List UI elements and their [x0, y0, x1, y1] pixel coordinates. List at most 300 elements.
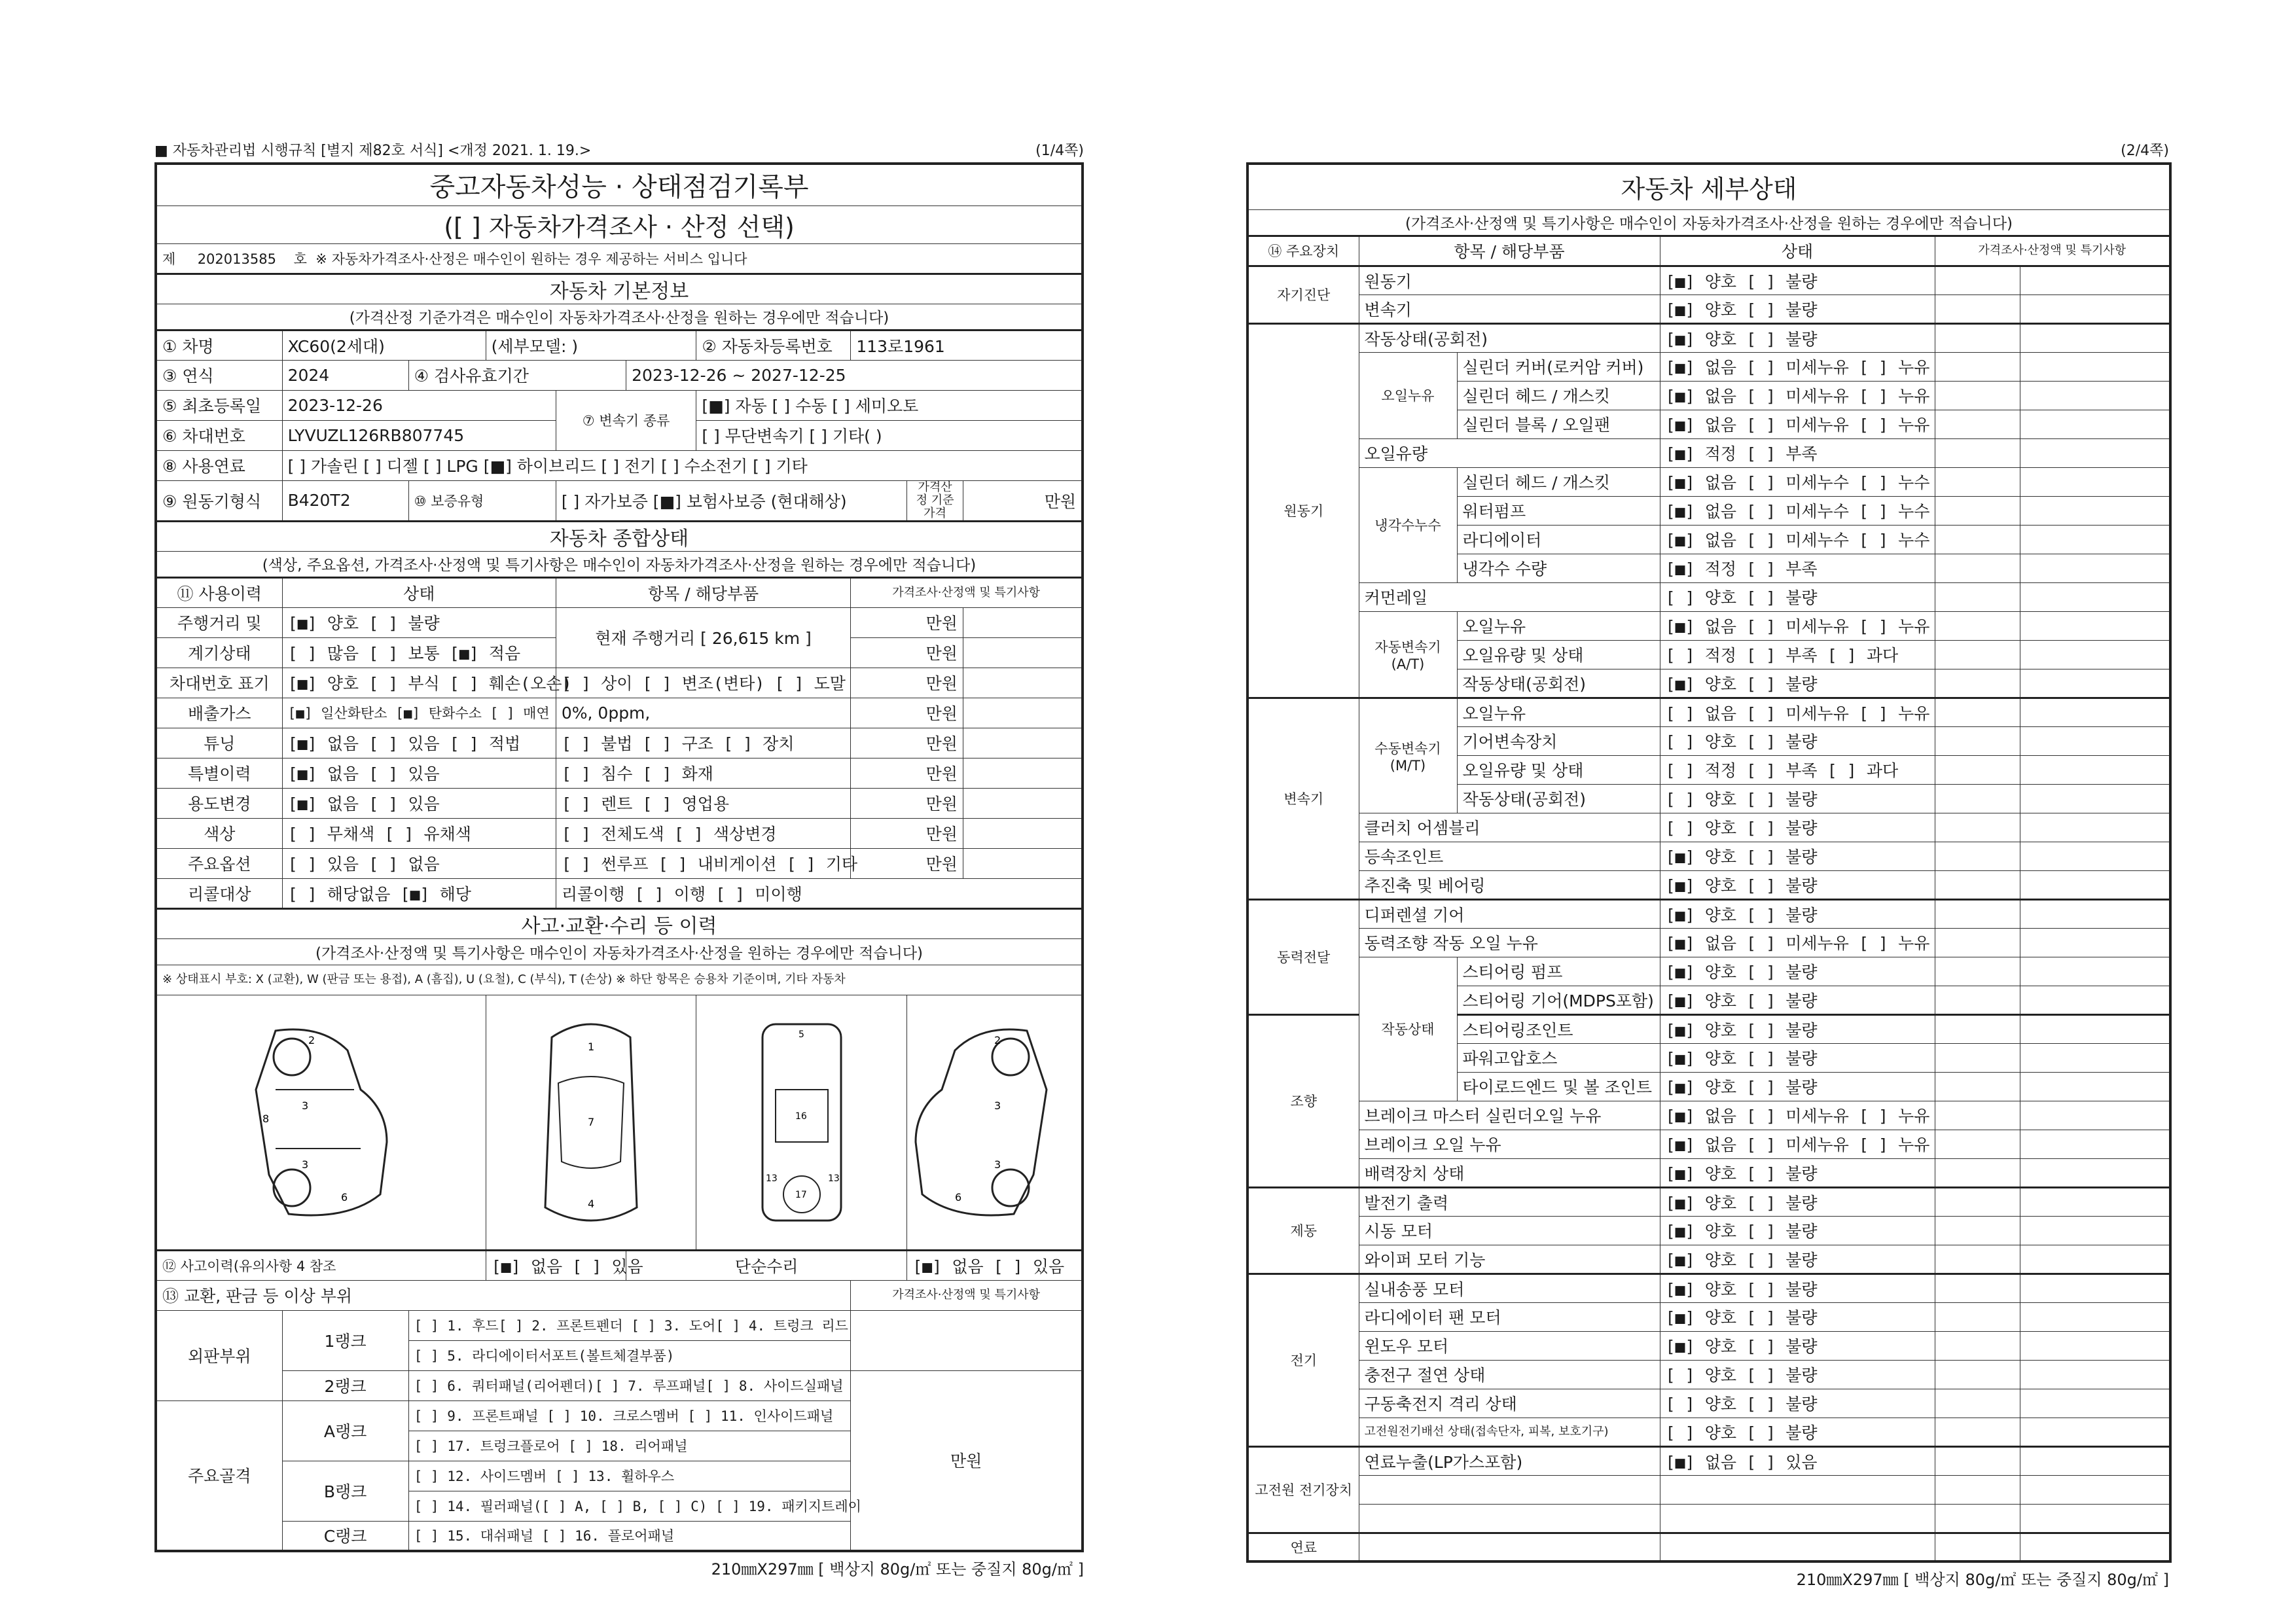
row-label: 특별이력 [156, 758, 282, 788]
detail-state: [■] 없음 [ ] 있음 [1660, 1446, 1935, 1475]
svg-text:7: 7 [587, 1115, 595, 1128]
detail-state: [■] 양호 [ ] 불량 [1660, 1302, 1935, 1331]
rank-b-line-2: [ ] 14. 필러패널([ ] A, [ ] B, [ ] C) [ ] 19. 패키지트레이 [408, 1491, 851, 1521]
detail-price [1935, 467, 2020, 496]
svg-text:2: 2 [308, 1033, 315, 1046]
detail-remark [2020, 525, 2170, 554]
detail-price [1935, 813, 2020, 842]
row-label: 계기상태 [156, 637, 282, 668]
detail-price [1935, 1216, 2020, 1245]
car-left-side-diagram [230, 1011, 413, 1234]
simple-repair-label: 단순수리 [626, 1250, 907, 1280]
detail-remark [2020, 957, 2170, 986]
detail-remark [2020, 899, 2170, 928]
detail-price [1935, 784, 2020, 813]
detail-item: 브레이크 마스터 실린더오일 누유 [1359, 1101, 1660, 1130]
detail-price [1935, 1245, 2020, 1274]
row-note [963, 848, 1083, 878]
row-price: 만원 [851, 637, 963, 668]
detail-price [1935, 870, 2020, 899]
state-header: 상태 [1660, 236, 1935, 266]
detail-price [1935, 1158, 2020, 1187]
detail-item [1359, 1475, 1660, 1504]
row-label: 색상 [156, 818, 282, 848]
device-subgroup-leak: 오일누유 [1359, 352, 1457, 438]
exchange-price-header: 가격조사·산정액 및 특기사항 [851, 1280, 1083, 1310]
detail-item: 작동상태(공회전) [1457, 669, 1660, 698]
detail-price [1935, 755, 2020, 784]
row-price: 만원 [851, 788, 963, 818]
device-group-selfdiag: 자기진단 [1247, 266, 1359, 323]
trans-label: ⑦ 변속기 종류 [556, 390, 696, 450]
detail-price [1935, 1014, 2020, 1043]
frame-price: 만원 [851, 1370, 1083, 1551]
detail-price [1935, 294, 2020, 323]
detail-item: 와이퍼 모터 기능 [1359, 1245, 1660, 1274]
rank-2-label: 2랭크 [282, 1370, 408, 1400]
recall-item: 리콜이행 [ ] 이행 [ ] 미이행 [556, 878, 1083, 908]
svg-text:13: 13 [827, 1173, 840, 1184]
warranty-value: [ ] 자가보증 [■] 보험사보증 (현대해상) [556, 480, 906, 521]
detail-state: [■] 없음 [ ] 미세누수 [ ] 누수 [1660, 467, 1935, 496]
detail-remark [2020, 410, 2170, 438]
detail-state: [■] 양호 [ ] 불량 [1660, 899, 1935, 928]
detail-remark [2020, 1504, 2170, 1533]
detail-remark [2020, 1274, 2170, 1302]
detail-remark [2020, 1418, 2170, 1446]
detail-price [1935, 525, 2020, 554]
device-subgroup-mt: 수동변속기 (M/T) [1359, 698, 1457, 813]
row-state: [ ] 많음 [ ] 보통 [■] 적음 [282, 637, 556, 668]
warranty-label: ⑩ 보증유형 [408, 480, 556, 521]
row-label: 주요옵션 [156, 848, 282, 878]
detail-price [1935, 669, 2020, 698]
detail-state: [■] 양호 [ ] 불량 [1660, 1014, 1935, 1043]
detail-item: 원동기 [1359, 266, 1660, 294]
detail-remark [2020, 1216, 2170, 1245]
detail-price [1935, 842, 2020, 870]
page-number: (1/4쪽) [1035, 143, 1084, 159]
rank-1-line-a: [ ] 1. 후드[ ] 2. 프론트펜더 [ ] 3. 도어[ ] 4. 트렁크 리드 [408, 1310, 851, 1340]
detail-price [1935, 352, 2020, 381]
detail-item: 디퍼렌셜 기어 [1359, 899, 1660, 928]
detail-item: 시동 모터 [1359, 1216, 1660, 1245]
detail-price [1935, 1101, 2020, 1130]
row-state: [■] 없음 [ ] 있음 [ ] 적법 [282, 728, 556, 758]
detail-state: [■] 양호 [ ] 불량 [1660, 1245, 1935, 1274]
row-note [963, 698, 1083, 728]
detail-item: 워터펌프 [1457, 496, 1660, 525]
detail-remark [2020, 669, 2170, 698]
detail-state: [■] 없음 [ ] 미세누유 [ ] 누유 [1660, 352, 1935, 381]
row-item: 0%, 0ppm, [556, 698, 850, 728]
usage-header: ⑪ 사용이력 [156, 577, 282, 607]
page-2-header [1246, 137, 2169, 162]
detail-remark [2020, 611, 2170, 640]
detail-price [1935, 1389, 2020, 1418]
odometer: 현재 주행거리 [ 26,615 km ] [556, 607, 850, 668]
detail-price [1935, 1302, 2020, 1331]
detail-price [1935, 611, 2020, 640]
first-reg-label: ⑤ 최초등록일 [156, 390, 282, 420]
detail-state: [ ] 양호 [ ] 불량 [1660, 1360, 1935, 1389]
rank-2-line: [ ] 6. 쿼터패널(리어펜더)[ ] 7. 루프패널[ ] 8. 사이드실패널 [408, 1370, 851, 1400]
price-base-label: 가격산정 기준가격 [907, 480, 963, 521]
detail-item: 라디에이터 [1457, 525, 1660, 554]
detail-state: [■] 적정 [ ] 부족 [1660, 554, 1935, 582]
detail-price [1935, 554, 2020, 582]
detail-price [1935, 1475, 2020, 1504]
detail-item: 냉각수 수량 [1457, 554, 1660, 582]
svg-text:3: 3 [994, 1099, 1001, 1112]
row-note [963, 668, 1083, 698]
first-reg-value: 2023-12-26 [282, 390, 556, 420]
detail-item: 브레이크 오일 누유 [1359, 1130, 1660, 1158]
detail-item: 오일누유 [1457, 611, 1660, 640]
detail-item: 실린더 헤드 / 개스킷 [1457, 381, 1660, 410]
state-header: 상태 [282, 577, 556, 607]
detail-item: 오일유량 및 상태 [1457, 755, 1660, 784]
detail-remark [2020, 1331, 2170, 1360]
device-group-engine: 원동기 [1247, 323, 1359, 698]
detail-price [1935, 698, 2020, 726]
accident-history-state: [■] 없음 [ ] 있음 [486, 1250, 626, 1280]
detail-state: [■] 없음 [ ] 미세누유 [ ] 누유 [1660, 611, 1935, 640]
vin-value: LYVUZL126RB807745 [282, 420, 556, 450]
detail-item: 변속기 [1359, 294, 1660, 323]
detail-remark [2020, 813, 2170, 842]
row-label: 주행거리 및 [156, 607, 282, 637]
simple-repair-state: [■] 없음 [ ] 있음 [907, 1250, 1083, 1280]
row-note [963, 758, 1083, 788]
exchange-price-blank [851, 1310, 1083, 1370]
detail-item: 구동축전지 격리 상태 [1359, 1389, 1660, 1418]
detail-title: 자동차 세부상태 [1247, 164, 2170, 209]
detail-state: [ ] 양호 [ ] 불량 [1660, 1389, 1935, 1418]
service-note: ※ 자동차가격조사·산정은 매수인이 원하는 경우 제공하는 서비스 입니다 [315, 251, 747, 267]
detail-item: 타이로드엔드 및 볼 조인트 [1457, 1072, 1660, 1101]
row-label: 차대번호 표기 [156, 668, 282, 698]
svg-text:5: 5 [798, 1029, 804, 1040]
overall-title: 자동차 종합상태 [156, 521, 1083, 551]
device-group-hv: 고전원 전기장치 [1247, 1446, 1359, 1533]
detail-item: 작동상태(공회전) [1359, 323, 1660, 352]
frame-label: 주요골격 [156, 1400, 282, 1551]
page-1 [154, 137, 1084, 1579]
form-subtitle: ([ ] 자동차가격조사 · 산정 선택) [156, 205, 1083, 243]
detail-remark [2020, 496, 2170, 525]
detail-remark [2020, 1014, 2170, 1043]
row-price: 만원 [851, 758, 963, 788]
reg-no-label: ② 자동차등록번호 [696, 330, 851, 360]
detail-remark [2020, 842, 2170, 870]
item-header: 항목 / 해당부품 [556, 577, 850, 607]
detail-price [1935, 1418, 2020, 1446]
item-header: 항목 / 해당부품 [1359, 236, 1660, 266]
doc-no-label: 제 [162, 251, 176, 267]
rank-a-line-1: [ ] 9. 프론트패널 [ ] 10. 크로스멤버 [ ] 11. 인사이드패널 [408, 1400, 851, 1431]
row-state: [ ] 있음 [ ] 없음 [282, 848, 556, 878]
row-note [963, 637, 1083, 668]
page-2 [1246, 137, 2169, 1590]
detail-state: [■] 양호 [ ] 불량 [1660, 1043, 1935, 1072]
detail-state: [■] 없음 [ ] 미세누수 [ ] 누수 [1660, 525, 1935, 554]
row-state: [■] 없음 [ ] 있음 [282, 758, 556, 788]
page-number: (2/4쪽) [2121, 143, 2169, 159]
row-item: [ ] 썬루프 [ ] 내비게이션 [ ] 기타 [556, 848, 850, 878]
svg-text:16: 16 [795, 1111, 807, 1122]
detail-price [1935, 323, 2020, 352]
engine-value: B420T2 [282, 480, 408, 521]
detail-item: 실린더 헤드 / 개스킷 [1457, 467, 1660, 496]
detail-item: 추진축 및 베어링 [1359, 870, 1660, 899]
detail-remark [2020, 1187, 2170, 1216]
detail-price [1935, 899, 2020, 928]
row-item: [ ] 상이 [ ] 변조(변타) [ ] 도말 [556, 668, 850, 698]
detail-item: 실린더 블록 / 오일팬 [1457, 410, 1660, 438]
detail-state: [■] 양호 [ ] 불량 [1660, 957, 1935, 986]
device-group-brake: 제동 [1247, 1187, 1359, 1274]
detail-item: 파워고압호스 [1457, 1043, 1660, 1072]
detail-item: 작동상태(공회전) [1457, 784, 1660, 813]
price-base-unit: 만원 [963, 480, 1083, 521]
svg-text:8: 8 [262, 1112, 269, 1125]
detail-item: 오일누유 [1457, 698, 1660, 726]
detail-price [1935, 986, 2020, 1014]
detail-remark [2020, 784, 2170, 813]
car-diagram-right [907, 995, 1083, 1250]
detail-item: 등속조인트 [1359, 842, 1660, 870]
detail-remark [2020, 1389, 2170, 1418]
detail-remark [2020, 1302, 2170, 1331]
detail-item: 실린더 커버(로커암 커버) [1457, 352, 1660, 381]
year-label: ③ 연식 [156, 360, 282, 390]
car-right-side-diagram [916, 1011, 1073, 1234]
detail-state: [ ] 없음 [ ] 미세누유 [ ] 누유 [1660, 698, 1935, 726]
detail-state: [ ] 적정 [ ] 부족 [ ] 과다 [1660, 640, 1935, 669]
detail-remark [2020, 986, 2170, 1014]
car-top-diagram [526, 1011, 656, 1234]
detail-item [1359, 1533, 1660, 1561]
detail-item: 기어변속장치 [1457, 726, 1660, 755]
detail-state: [■] 양호 [ ] 불량 [1660, 842, 1935, 870]
rank-a-label: A랭크 [282, 1400, 408, 1461]
svg-text:6: 6 [340, 1190, 348, 1204]
detail-state: [ ] 양호 [ ] 불량 [1660, 726, 1935, 755]
detail-remark [2020, 1475, 2170, 1504]
engine-label: ⑨ 원동기형식 [156, 480, 282, 521]
svg-text:17: 17 [795, 1189, 807, 1200]
rank-b-label: B랭크 [282, 1461, 408, 1521]
device-header: ⑭ 주요장치 [1247, 236, 1359, 266]
row-item: [ ] 불법 [ ] 구조 [ ] 장치 [556, 728, 850, 758]
trans-line-2: [ ] 무단변속기 [ ] 기타( ) [696, 420, 1083, 450]
doc-no: 202013585 [197, 251, 276, 267]
detail-price [1935, 410, 2020, 438]
detail-remark [2020, 1101, 2170, 1130]
detail-price [1935, 1504, 2020, 1533]
detail-item: 연료누출(LP가스포함) [1359, 1446, 1660, 1475]
symbol-note: ※ 상태표시 부호: X (교환), W (판금 또는 용접), A (흠집), U (요철), C (부식), T (손상) ※ 하단 항목은 승용차 기준이며, 기타 자동차 [156, 965, 1083, 995]
rank-1-line-b: [ ] 5. 라디에이터서포트(볼트체결부품) [408, 1340, 851, 1370]
detail-price [1935, 266, 2020, 294]
row-state: [■] 양호 [ ] 불량 [282, 607, 556, 637]
detail-remark [2020, 1130, 2170, 1158]
row-price: 만원 [851, 848, 963, 878]
detail-remark [2020, 1245, 2170, 1274]
detail-remark [2020, 1158, 2170, 1187]
accident-title: 사고·교환·수리 등 이력 [156, 908, 1083, 938]
device-group-trans: 변속기 [1247, 698, 1359, 899]
detail-remark [2020, 554, 2170, 582]
device-subgroup-at: 자동변속기 (A/T) [1359, 611, 1457, 698]
row-item: [ ] 침수 [ ] 화재 [556, 758, 850, 788]
detail-price [1935, 1446, 2020, 1475]
detail-remark [2020, 1446, 2170, 1475]
detail-price [1935, 1072, 2020, 1101]
car-diagram-left [156, 995, 486, 1250]
detail-state: [■] 적정 [ ] 부족 [1660, 438, 1935, 467]
row-item: [ ] 렌트 [ ] 영업용 [556, 788, 850, 818]
device-group-fuel: 연료 [1247, 1533, 1359, 1561]
detail-price [1935, 1187, 2020, 1216]
detail-status-table [1246, 162, 2172, 1563]
detail-state: [■] 없음 [ ] 미세누유 [ ] 누유 [1660, 1101, 1935, 1130]
detail-remark [2020, 266, 2170, 294]
rank-c-line: [ ] 15. 대쉬패널 [ ] 16. 플로어패널 [408, 1521, 851, 1551]
detail-item [1359, 1504, 1660, 1533]
detail-remark [2020, 640, 2170, 669]
detail-state: [■] 양호 [ ] 불량 [1660, 1331, 1935, 1360]
detail-state [1660, 1475, 1935, 1504]
row-price: 만원 [851, 607, 963, 637]
row-state: [■] 일산화탄소 [■] 탄화수소 [ ] 매연 [282, 698, 556, 728]
row-price: 만원 [851, 668, 963, 698]
rank-a-line-2: [ ] 17. 트렁크플로어 [ ] 18. 리어패널 [408, 1431, 851, 1461]
detail-state: [■] 양호 [ ] 불량 [1660, 870, 1935, 899]
detail-item: 커먼레일 [1359, 582, 1660, 611]
price-header: 가격조사·산정액 및 특기사항 [851, 577, 1083, 607]
recall-state: [ ] 해당없음 [■] 해당 [282, 878, 556, 908]
detail-price [1935, 957, 2020, 986]
car-name-value: XC60(2세대) [282, 330, 486, 360]
detail-item: 충전구 절연 상태 [1359, 1360, 1660, 1389]
detail-remark [2020, 294, 2170, 323]
car-diagram-top [486, 995, 696, 1250]
basic-info-title: 자동차 기본정보 [156, 274, 1083, 304]
row-price: 만원 [851, 818, 963, 848]
device-subgroup-cooling: 냉각수누수 [1359, 467, 1457, 582]
row-state: [ ] 무채색 [ ] 유채색 [282, 818, 556, 848]
detail-price [1935, 1130, 2020, 1158]
detail-remark [2020, 1072, 2170, 1101]
detail-state: [ ] 양호 [ ] 불량 [1660, 813, 1935, 842]
detail-remark [2020, 870, 2170, 899]
detail-price [1935, 381, 2020, 410]
row-label: 용도변경 [156, 788, 282, 818]
detail-remark [2020, 1533, 2170, 1561]
detail-note: (가격조사·산정액 및 특기사항은 매수인이 자동차가격조사·산정을 원하는 경우에만 적습니다) [1247, 209, 2170, 236]
detail-item: 클러치 어셈블리 [1359, 813, 1660, 842]
detail-state: [■] 없음 [ ] 미세누유 [ ] 누유 [1660, 928, 1935, 957]
svg-text:1: 1 [587, 1040, 595, 1053]
row-price: 만원 [851, 728, 963, 758]
detail-item: 스티어링조인트 [1457, 1014, 1660, 1043]
year-value: 2024 [282, 360, 408, 390]
svg-text:6: 6 [955, 1190, 962, 1204]
detail-item: 라디에이터 팬 모터 [1359, 1302, 1660, 1331]
detail-state: [■] 양호 [ ] 불량 [1660, 1216, 1935, 1245]
detail-remark [2020, 352, 2170, 381]
form-reference: ■ 자동차관리법 시행규칙 [별지 제82호 서식] <개정 2021. 1. 19.> [154, 143, 592, 159]
detail-state: [■] 양호 [ ] 불량 [1660, 294, 1935, 323]
device-group-elec: 전기 [1247, 1274, 1359, 1446]
detail-state: [■] 양호 [ ] 불량 [1660, 1274, 1935, 1302]
row-item: [ ] 전체도색 [ ] 색상변경 [556, 818, 850, 848]
detail-item: 윈도우 모터 [1359, 1331, 1660, 1360]
vin-label: ⑥ 차대번호 [156, 420, 282, 450]
detail-price [1935, 928, 2020, 957]
inspection-record-table [154, 162, 1084, 1552]
form-title: 중고자동차성능 · 상태점검기록부 [156, 164, 1083, 205]
detail-price [1935, 438, 2020, 467]
detail-state: [■] 양호 [ ] 불량 [1660, 986, 1935, 1014]
detail-price [1935, 640, 2020, 669]
detail-remark [2020, 755, 2170, 784]
inspect-period: 2023-12-26 ~ 2027-12-25 [626, 360, 1083, 390]
detail-price [1935, 726, 2020, 755]
fuel-label: ⑧ 사용연료 [156, 450, 282, 480]
detail-price [1935, 496, 2020, 525]
detail-remark [2020, 928, 2170, 957]
reg-no-value: 113로1961 [851, 330, 1083, 360]
detail-item: 스티어링 펌프 [1457, 957, 1660, 986]
device-group-steer: 조향 [1247, 1014, 1359, 1187]
detail-remark [2020, 438, 2170, 467]
detail-price [1935, 1043, 2020, 1072]
detail-state: [■] 없음 [ ] 미세누유 [ ] 누유 [1660, 1130, 1935, 1158]
detail-state: [■] 양호 [ ] 불량 [1660, 323, 1935, 352]
detail-price [1935, 1360, 2020, 1389]
exterior-label: 외판부위 [156, 1310, 282, 1400]
svg-text:2: 2 [994, 1033, 1001, 1046]
rank-b-line-1: [ ] 12. 사이드멤버 [ ] 13. 휠하우스 [408, 1461, 851, 1491]
trans-line-1: [■] 자동 [ ] 수동 [ ] 세미오토 [696, 390, 1083, 420]
detail-state: [ ] 양호 [ ] 불량 [1660, 1418, 1935, 1446]
car-diagram-frame [696, 995, 907, 1250]
row-note [963, 818, 1083, 848]
row-label: 배출가스 [156, 698, 282, 728]
svg-text:4: 4 [587, 1197, 595, 1210]
detail-model: (세부모델: ) [486, 330, 696, 360]
detail-remark [2020, 381, 2170, 410]
detail-remark [2020, 467, 2170, 496]
device-group-power: 동력전달 [1247, 899, 1359, 1014]
svg-text:3: 3 [301, 1099, 308, 1112]
detail-item: 고전원전기배선 상태(접속단자, 피복, 보호기구) [1359, 1418, 1660, 1446]
fuel-options: [ ] 가솔린 [ ] 디젤 [ ] LPG [■] 하이브리드 [ ] 전기 [ ] 수소전기 [ ] 기타 [282, 450, 1083, 480]
accident-history-label: ⑫ 사고이력(유의사항 4 참조 [156, 1250, 486, 1280]
basic-info-note: (가격산정 기준가격은 매수인이 자동차가격조사·산정을 원하는 경우에만 적습니다) [156, 304, 1083, 330]
detail-remark [2020, 726, 2170, 755]
detail-state [1660, 1504, 1935, 1533]
detail-price [1935, 1331, 2020, 1360]
detail-state: [■] 양호 [ ] 불량 [1660, 1187, 1935, 1216]
page-1-header [154, 137, 1084, 162]
detail-price [1935, 1533, 2020, 1561]
inspect-label: ④ 검사유효기간 [408, 360, 626, 390]
detail-state: [■] 없음 [ ] 미세누유 [ ] 누유 [1660, 381, 1935, 410]
